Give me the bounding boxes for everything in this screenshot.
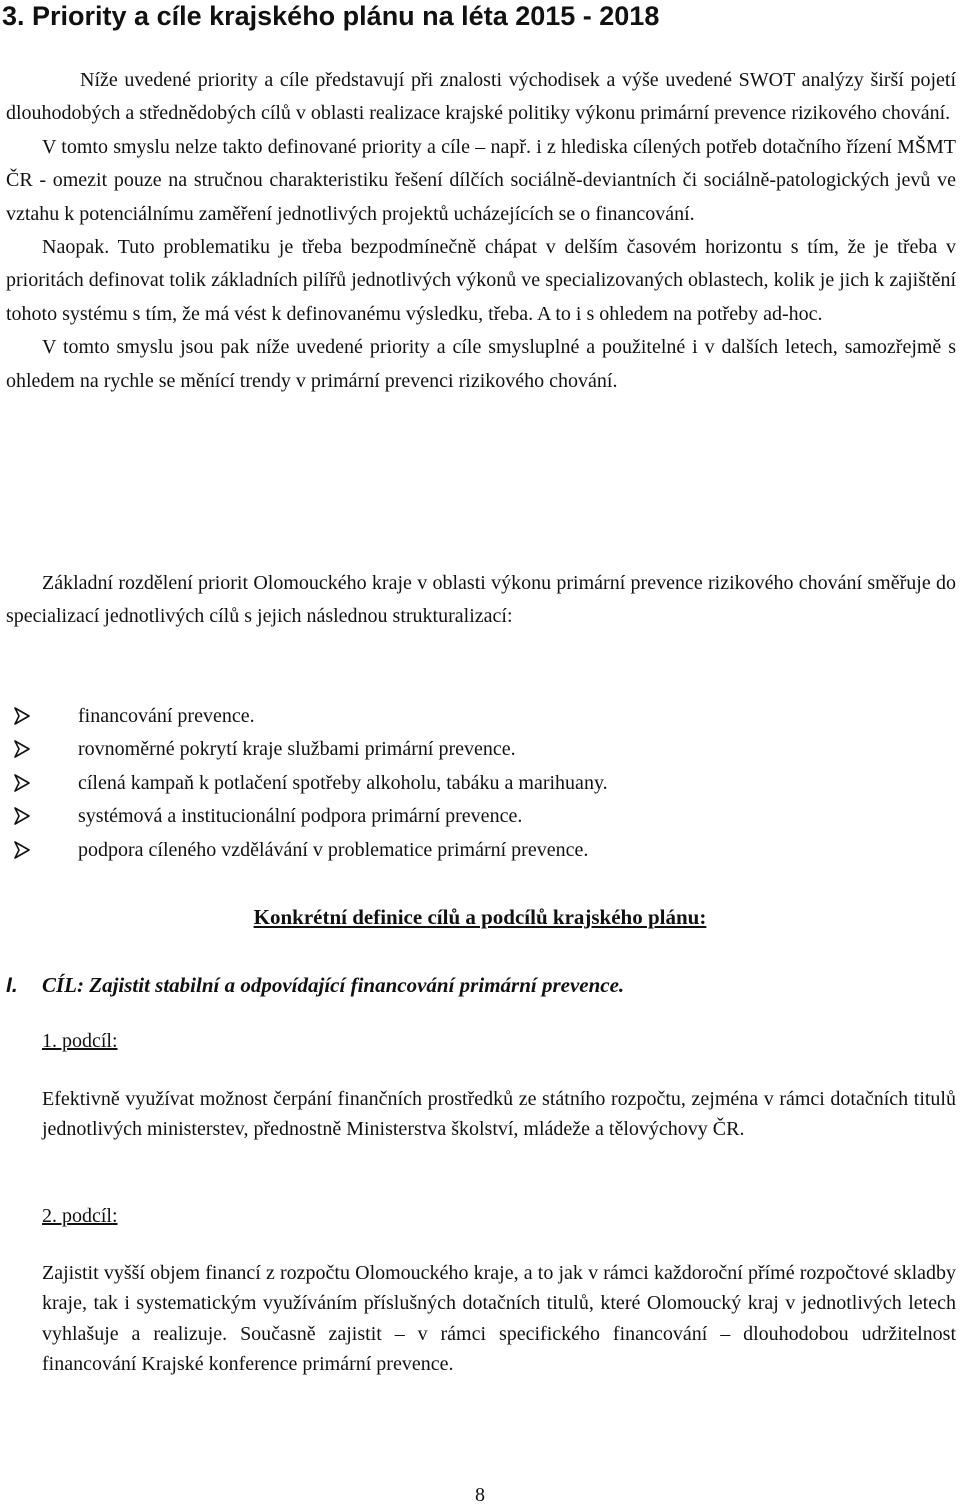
list-item — [6, 800, 608, 833]
list-item — [6, 700, 608, 733]
intro-paragraph: Naopak. Tuto problematiku je třeba bezpodmínečně chápat v delším časovém horizontu s tím, že je třeba v prioritách definovat tolik základních pilířů jednotlivých výkonů ve specializovaných oblastech, kolik je jich k zajištění tohoto systému s tím, že má vést k definovanému výsledku, třeba. A to i s ohledem na potřeby ad-hoc. — [6, 236, 956, 325]
intro-paragraph: V tomto smyslu nelze takto definované priority a cíle – např. i z hlediska cílených potřeb dotačního řízení MŠMT ČR - omezit pouze na stručnou charakteristiku řešení dílčích sociálně-deviantních či sociálně-patologických jevů ve vztahu k potenciálnímu zaměření jednotlivých projektů ucházejících se o financování. — [6, 135, 956, 225]
list-item — [6, 767, 608, 800]
subgoal-label: 2. podcíl: — [42, 1205, 118, 1227]
priority-item-text: financování prevence. — [78, 705, 255, 727]
priority-item-text: rovnoměrné pokrytí kraje službami primární prevence. — [78, 738, 516, 761]
subgoal-text: Zajistit vyšší objem financí z rozpočtu Olomouckého kraje, a to jak v rámci každoroční přímé rozpočtové skladby kraje, tak i systematickým využíváním příslušných dotačních titulů, které Olomoucký kraj v jednotlivých letech vyhlašuje a realizuje. Současně zajistit – v rámci specifického financování – dlouhodobou udržitelnost financování Krajské konference primární prevence. — [42, 1262, 956, 1376]
subgoal-label: 1. podcíl: — [42, 1030, 118, 1052]
priority-item-text: systémová a institucionální podpora primární prevence. — [78, 805, 523, 828]
arrow-bullet-icon — [14, 740, 30, 758]
definitions-heading: Konkrétní definice cílů a podcílů krajského plánu: — [253, 905, 707, 929]
intro-text — [6, 64, 956, 398]
priority-list — [6, 700, 608, 867]
arrow-bullet-icon — [14, 774, 30, 792]
arrow-bullet-icon — [14, 841, 30, 859]
goal-text: CÍL: Zajistit stabilní a odpovídající financování primární prevence. — [42, 973, 625, 997]
list-item — [6, 733, 608, 766]
subgoal-text: Efektivně využívat možnost čerpání finančních prostředků ze státního rozpočtu, zejména v rámci dotačních titulů jednotlivých ministerstev, přednostně Ministerstva školství, mládeže a tělovýchovy ČR. — [42, 1088, 956, 1141]
goal-title — [6, 968, 624, 1003]
list-item — [6, 834, 608, 867]
priority-item-text: podpora cíleného vzdělávání v problematice primární prevence. — [78, 838, 589, 861]
goal-number: I. — [6, 974, 18, 997]
division-text — [6, 567, 956, 634]
intro-paragraph: Níže uvedené priority a cíle představují při znalosti východisek a výše uvedené SWOT analýzy širší pojetí dlouhodobých a střednědobých cílů v oblasti realizace krajské politiky výkonu primární prevence rizikového chování. — [6, 69, 956, 125]
arrow-bullet-icon — [14, 807, 30, 825]
arrow-bullet-icon — [14, 707, 30, 725]
intro-paragraph: V tomto smyslu jsou pak níže uvedené priority a cíle smysluplné a použitelné i v dalších letech, samozřejmě s ohledem na rychle se měnící trendy v primární prevenci rizikového chování. — [6, 336, 956, 392]
section-heading: 3. Priority a cíle krajského plánu na léta 2015 - 2018 — [2, 1, 660, 31]
page-number: 8 — [475, 1484, 485, 1506]
priority-item-text: cílená kampaň k potlačení spotřeby alkoholu, tabáku a marihuany. — [78, 771, 608, 794]
division-paragraph: Základní rozdělení priorit Olomouckého kraje v oblasti výkonu primární prevence rizikového chování směřuje do specializací jednotlivých cílů s jejich následnou strukturalizací: — [6, 572, 956, 628]
